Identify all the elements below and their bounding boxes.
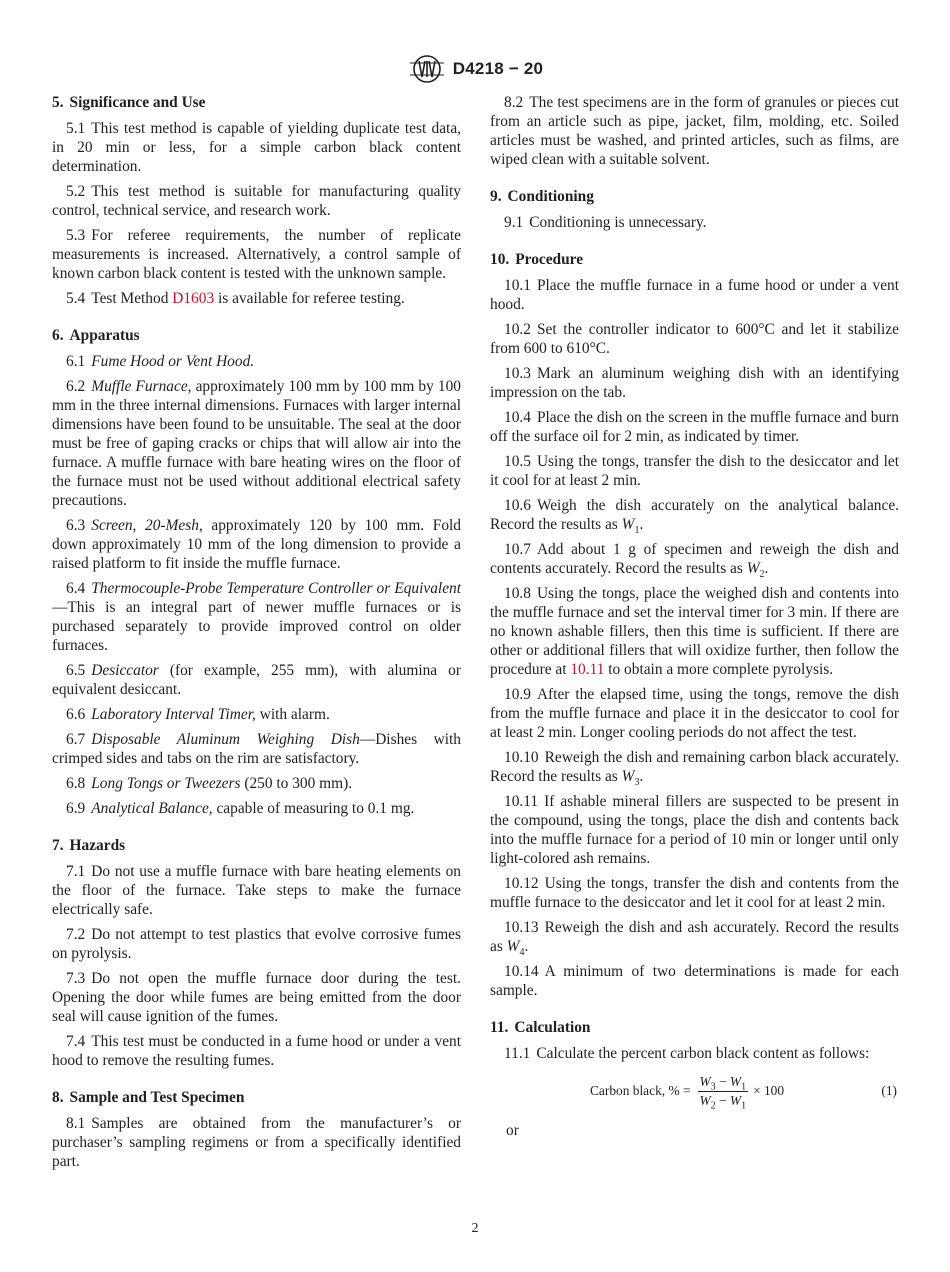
paragraph: 6.1 Fume Hood or Vent Hood. [66,353,255,370]
section-heading: 7. Hazards [52,837,126,854]
paragraph: 6.9 Analytical Balance, capable of measuring to 0.1 mg. [66,800,415,817]
document-number: D4218 − 20 [452,59,544,78]
equation-number: (1) [881,1083,897,1098]
right-column [490,93,899,1140]
paragraph: 10.4 Place the dish on the screen in the muffle furnace and burn off the surface oil for 2 min, as indicated by timer. [490,409,899,445]
section-heading: 9. Conditioning [490,188,594,205]
paragraph: 7.1 Do not use a muffle furnace with bare heating elements on the floor of the furnace. Take steps to make the furnace electrically safe. [52,863,461,918]
equation-fraction [698,1073,749,1112]
section-heading: 6. Apparatus [52,327,140,344]
paragraph: 5.2 This test method is suitable for manufacturing quality control, technical service, and research work. [52,183,461,219]
paragraph: 10.3 Mark an aluminum weighing dish with an identifying impression on the tab. [490,365,899,401]
paragraph: 10.11 If ashable mineral fillers are suspected to be present in the compound, using the tongs, place the dish and contents back into the muffle furnace for a period of 10 min or longer until only light-colored ash remains. [490,793,899,867]
reference-link-10-11[interactable]: 10.11 [570,661,605,678]
paragraph: 10.14 A minimum of two determinations is made for each sample. [490,963,899,999]
section-heading: 10. Procedure [490,251,584,268]
equation-label: Carbon black, % = [590,1083,691,1098]
paragraph: 10.2 Set the controller indicator to 600°C and let it stabilize from 600 to 610°C. [490,321,899,357]
paragraph: 6.4 Thermocouple-Probe Temperature Controller or Equivalent—This is an integral part of newer muffle furnaces or is purchased separately to provide improved control on older furnaces. [52,580,461,654]
paragraph: 6.8 Long Tongs or Tweezers (250 to 300 mm). [66,775,353,792]
equation-numerator: $W_3 - W_1$ [699,1073,747,1093]
reference-link-d1603[interactable]: D1603 [172,290,215,307]
astm-logo-icon [407,54,447,84]
equation-denominator: $W_2 - W_1$ [699,1092,747,1112]
paragraph: 10.8 Using the tongs, place the weighed dish and contents into the muffle furnace and set the interval timer for 3 min. If there are no known ashable fillers, then this time is sufficient. If there are other or additional fillers that will oxidize further, then follow the procedure at 10.11 to obtain a more complete pyrolysis. [490,585,899,678]
paragraph: 10.6 Weigh the dish accurately on the analytical balance. Record the results as $W_1$. [490,497,899,537]
or-text: or [506,1122,519,1139]
paragraph: 10.13 Reweigh the dish and ash accurately. Record the results as $W_4$. [490,919,899,959]
paragraph: 8.1 Samples are obtained from the manufacturer’s or purchaser’s sampling regimens or from a specifically identified part. [52,1115,461,1170]
paragraph: 7.3 Do not open the muffle furnace door during the test. Opening the door while fumes are being emitted from the door seal will cause ignition of the fumes. [52,970,461,1025]
paragraph: 5.1 This test method is capable of yielding duplicate test data, in 20 min or less, for a simple carbon black content determination. [52,120,461,175]
paragraph: 5.3 For referee requirements, the number of replicate measurements is increased. Alternatively, a control sample of known carbon black content is tested with the unknown sample. [52,227,461,282]
paragraph: 10.1 Place the muffle furnace in a fume hood or under a vent hood. [490,277,899,313]
section-heading: 11. Calculation [490,1019,591,1036]
section-heading: 8. Sample and Test Specimen [52,1089,245,1106]
paragraph: 7.4 This test must be conducted in a fume hood or under a vent hood to remove the resulting fumes. [52,1033,461,1069]
left-column [52,93,461,1177]
paragraph: 6.2 Muffle Furnace, approximately 100 mm by 100 mm by 100 mm in the three internal dimensions. Furnaces with larger internal dimensions have been found to be unsuitable. The seal at the door must be free of gaping cracks or chips that will allow air into the furnace. A muffle furnace with bare heating wires on the floor of the furnace must not be used without additional electrical safety precautions. [52,378,461,509]
paragraph: 6.5 Desiccator (for example, 255 mm), with alumina or equivalent desiccant. [52,662,461,698]
page-number: 2 [471,1221,479,1236]
equation-carbon-black [490,1069,899,1113]
paragraph: 10.7 Add about 1 g of specimen and reweigh the dish and contents accurately. Record the results as $W_2$. [490,541,899,581]
paragraph: 8.2 The test specimens are in the form of granules or pieces cut from an article such as pipe, jacket, film, molding, etc. Soiled articles must be washed, and printed articles, such as films, are wiped clean with a suitable solvent. [490,94,899,168]
section-heading: 5. Significance and Use [52,94,206,111]
paragraph: 10.5 Using the tongs, transfer the dish to the desiccator and let it cool for at least 2 min. [490,453,899,489]
paragraph: 10.10 Reweigh the dish and remaining carbon black accurately. Record the results as $W_3$. [490,749,899,789]
paragraph: 9.1 Conditioning is unnecessary. [504,214,707,231]
paragraph: 10.12 Using the tongs, transfer the dish and contents from the muffle furnace to the desiccator and let it cool for at least 2 min. [490,875,899,911]
paragraph: 10.9 After the elapsed time, using the tongs, remove the dish from the muffle furnace and place it in the desiccator to cool for at least 2 min. Longer cooling periods do not affect the test. [490,686,899,741]
equation-multiplier: × 100 [753,1083,785,1098]
page-header [0,54,950,84]
paragraph: 7.2 Do not attempt to test plastics that evolve corrosive fumes on pyrolysis. [52,926,461,962]
paragraph: 11.1 Calculate the percent carbon black content as follows: [504,1045,870,1062]
paragraph: 5.4 Test Method D1603 is available for referee testing. [66,290,405,307]
paragraph: 6.6 Laboratory Interval Timer, with alarm. [66,706,330,723]
paragraph: 6.7 Disposable Aluminum Weighing Dish—Dishes with crimped sides and tabs on the rim are satisfactory. [52,731,461,767]
paragraph: 6.3 Screen, 20-Mesh, approximately 120 by 100 mm. Fold down approximately 10 mm of the long dimension to provide a raised platform to fit inside the muffle furnace. [52,517,461,572]
